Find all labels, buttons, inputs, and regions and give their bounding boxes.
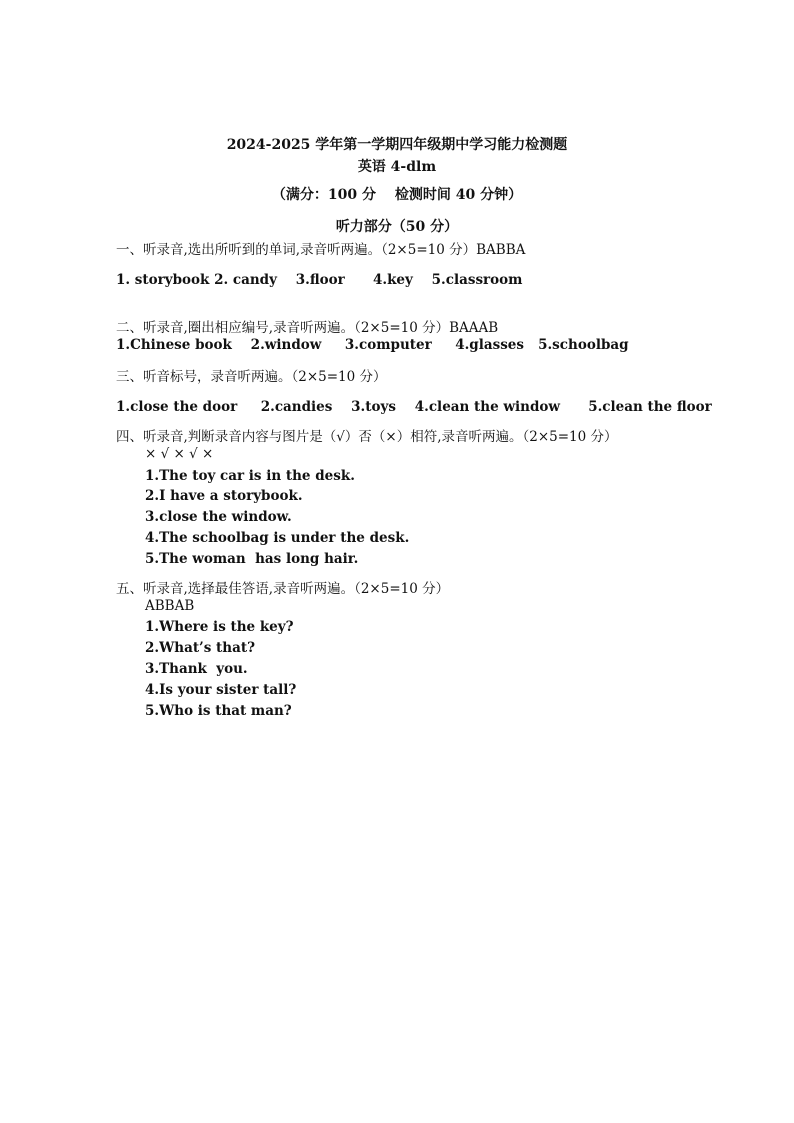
section2-heading: 二、听录音,圈出相应编号,录音听两遍。（2×5=10 分）BAAAB (116, 320, 499, 336)
section4-item: 4.The schoolbag is under the desk. (145, 530, 410, 546)
section5-item: 2.What’s that? (145, 640, 255, 656)
section4-answer-key: × √ × √ × (145, 446, 214, 462)
section5-item: 5.Who is that man? (145, 703, 292, 719)
section3-answers: 1.close the door 2.candies 3.toys 4.clean the window 5.clean the floor (116, 399, 712, 415)
score-info: （满分：100 分 检测时间 40 分钟） (271, 187, 523, 203)
section4-item: 5.The woman has long hair. (145, 551, 359, 567)
section2-answers: 1.Chinese book 2.window 3.computer 4.glasses 5.schoolbag (116, 337, 629, 353)
part-title: 听力部分（50 分） (335, 219, 459, 235)
section5-item: 1.Where is the key? (145, 619, 294, 635)
section5-item: 3.Thank you. (145, 661, 248, 677)
section1-answers: 1. storybook 2. candy 3.floor 4.key 5.classroom (116, 272, 523, 288)
section5-item: 4.Is your sister tall? (145, 682, 297, 698)
exam-subtitle: 英语 4-dlm (357, 159, 437, 175)
section4-item: 2.I have a storybook. (145, 488, 303, 504)
section4-heading: 四、听录音,判断录音内容与图片是（√）否（×）相符,录音听两遍。（2×5=10 分） (116, 429, 618, 445)
section5-answer-key: ABBAB (145, 598, 195, 614)
section4-item: 1.The toy car is in the desk. (145, 468, 355, 484)
section1-heading: 一、听录音,选出所听到的单词,录音听两遍。（2×5=10 分）BABBA (116, 242, 526, 258)
section4-item: 3.close the window. (145, 509, 292, 525)
exam-title: 2024-2025 学年第一学期四年级期中学习能力检测题 (226, 137, 568, 153)
section3-heading: 三、听音标号，录音听两遍。（2×5=10 分） (116, 369, 387, 385)
section5-heading: 五、听录音,选择最佳答语,录音听两遍。（2×5=10 分） (116, 581, 450, 597)
